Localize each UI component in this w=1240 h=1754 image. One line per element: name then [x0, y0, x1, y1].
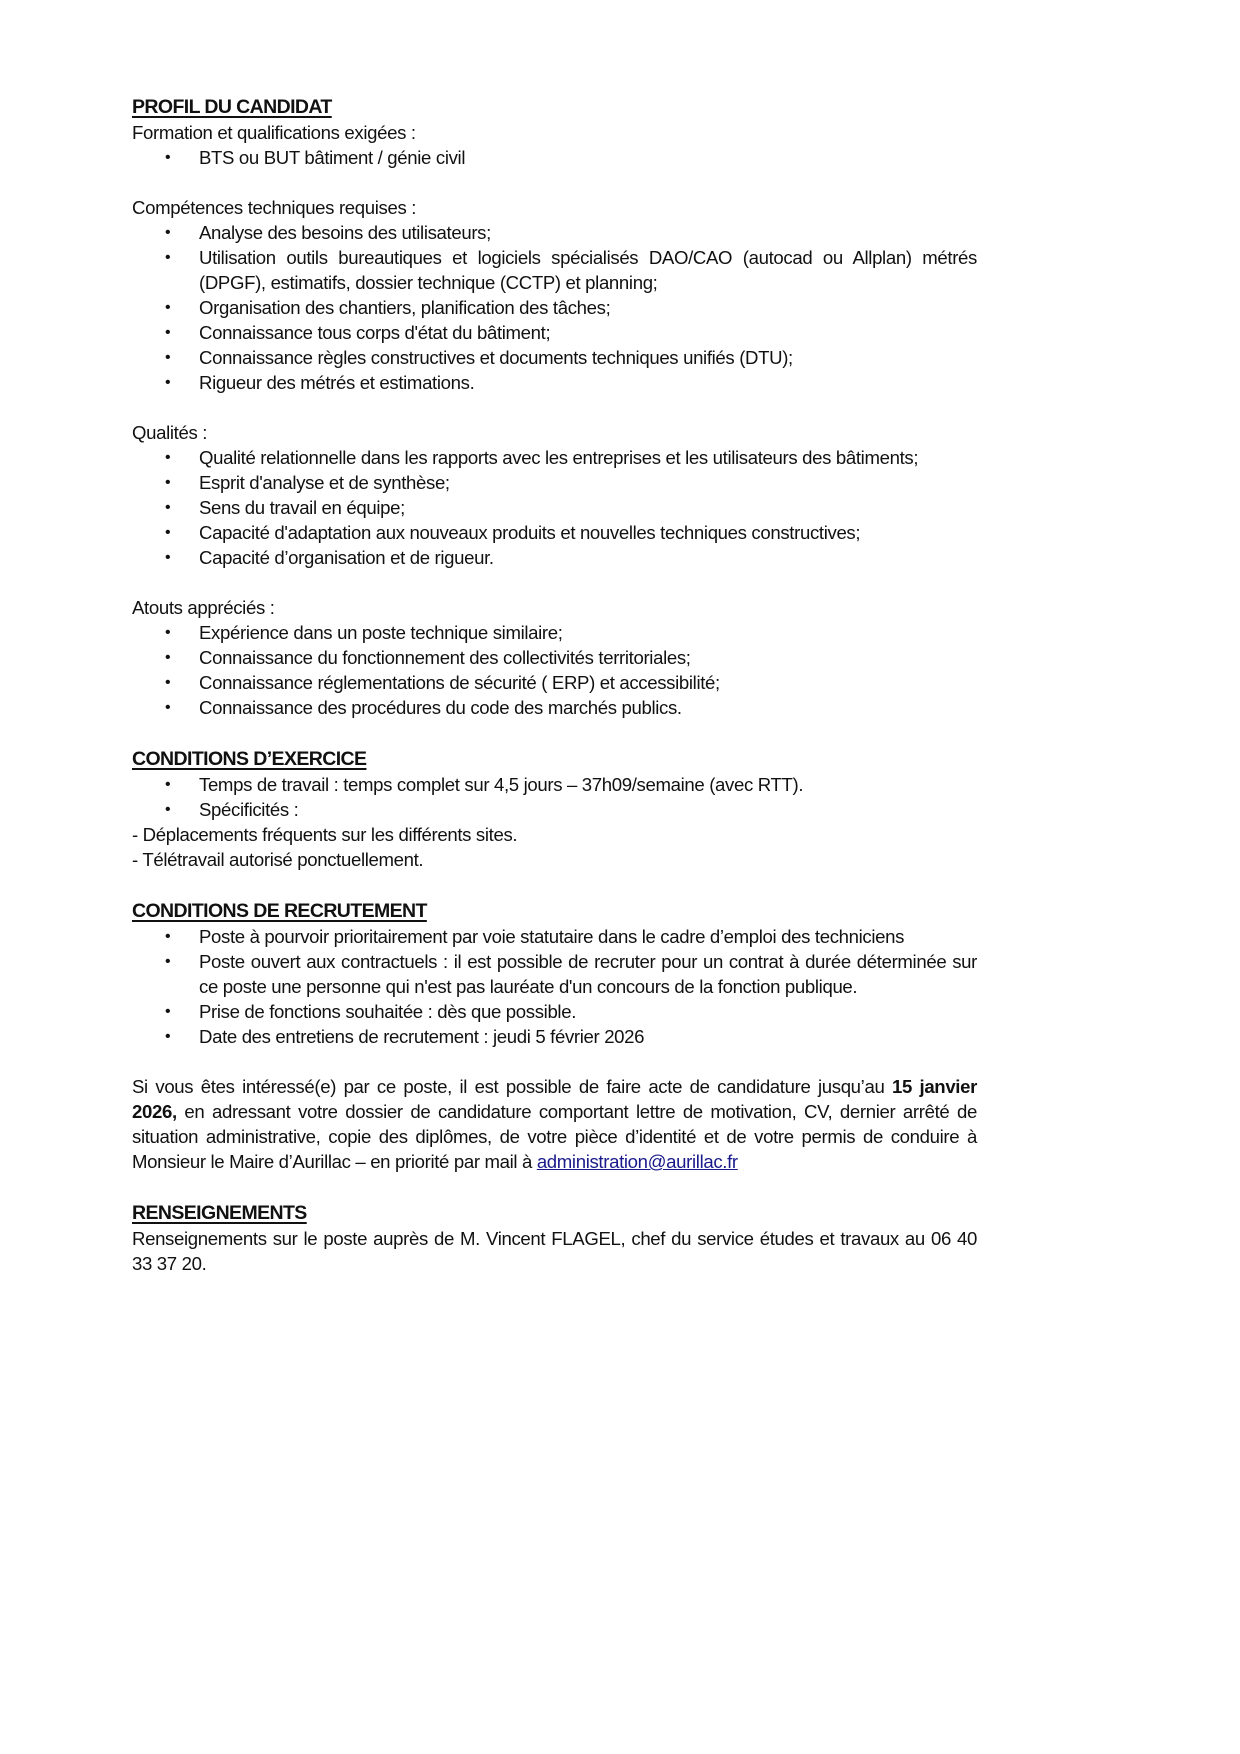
- atouts-label: Atouts appréciés :: [132, 597, 275, 618]
- conditions-recrutement-list: [132, 924, 977, 1049]
- list-item: • Connaissance du fonctionnement des collectivités territoriales;: [165, 647, 691, 668]
- section-conditions-exercice: [132, 746, 977, 872]
- list-item: • Connaissance des procédures du code des marchés publics.: [165, 697, 682, 718]
- formation-list: [132, 145, 977, 170]
- list-item: • Qualité relationnelle dans les rapports avec les entreprises et les utilisateurs des bâtiments;: [165, 447, 919, 468]
- deadline-date: 15 janvier 2026,: [132, 1076, 978, 1122]
- spacer: [132, 570, 977, 595]
- formation-label: Formation et qualifications exigées :: [132, 122, 416, 143]
- bullet-icon: •: [165, 649, 171, 666]
- list-item: • Connaissance réglementations de sécurité ( ERP) et accessibilité;: [165, 672, 720, 693]
- bullet-icon: •: [165, 324, 171, 341]
- bullet-icon: •: [165, 776, 171, 793]
- bullet-icon: •: [165, 474, 171, 491]
- list-item: • Connaissance règles constructives et documents techniques unifiés (DTU);: [165, 347, 793, 368]
- bullet-icon: •: [165, 624, 171, 641]
- list-item: • Sens du travail en équipe;: [165, 497, 405, 518]
- section-heading-conditions-recrutement: CONDITIONS DE RECRUTEMENT: [132, 900, 427, 922]
- list-item: • Rigueur des métrés et estimations.: [165, 372, 475, 393]
- list-item: • Capacité d'adaptation aux nouveaux produits et nouvelles techniques constructives;: [165, 522, 861, 543]
- section-heading-profil: PROFIL DU CANDIDAT: [132, 96, 332, 118]
- list-item: • Esprit d'analyse et de synthèse;: [165, 472, 450, 493]
- list-item: • Expérience dans un poste technique similaire;: [165, 622, 563, 643]
- list-item: • Poste à pourvoir prioritairement par voie statutaire dans le cadre d’emploi des techniciens: [165, 926, 905, 947]
- document-page: [132, 94, 977, 1276]
- atouts-list: [132, 620, 977, 720]
- competences-list: [132, 220, 977, 395]
- conditions-exercice-list: [132, 772, 977, 822]
- list-item: • Date des entretiens de recrutement : jeudi 5 février 2026: [165, 1026, 645, 1047]
- bullet-icon: •: [165, 1003, 171, 1020]
- list-item: • Temps de travail : temps complet sur 4,5 jours – 37h09/semaine (avec RTT).: [165, 774, 804, 795]
- bullet-icon: •: [165, 449, 171, 466]
- list-item: • Organisation des chantiers, planification des tâches;: [165, 297, 611, 318]
- list-item: • Prise de fonctions souhaitée : dès que possible.: [165, 1001, 577, 1022]
- specificite-line: - Déplacements fréquents sur les différents sites.: [132, 824, 518, 845]
- bullet-icon: •: [165, 149, 171, 166]
- list-item: • BTS ou BUT bâtiment / génie civil: [165, 147, 466, 168]
- list-item: • Poste ouvert aux contractuels : il est possible de recruter pour un contrat à durée déterminée sur ce poste une personne qui n'est pas lauréate d'un concours de la fonction publique.: [165, 951, 977, 997]
- list-item: • Utilisation outils bureautiques et logiciels spécialisés DAO/CAO (autocad ou Allplan) métrés (DPGF), estimatifs, dossier technique (CCTP) et planning;: [165, 247, 977, 293]
- list-item: • Analyse des besoins des utilisateurs;: [165, 222, 491, 243]
- spacer: [132, 720, 977, 746]
- bullet-icon: •: [165, 349, 171, 366]
- specificite-line: - Télétravail autorisé ponctuellement.: [132, 849, 424, 870]
- section-conditions-recrutement: [132, 898, 977, 1049]
- bullet-icon: •: [165, 1028, 171, 1045]
- section-heading-renseignements: RENSEIGNEMENTS: [132, 1202, 307, 1224]
- bullet-icon: •: [165, 499, 171, 516]
- spacer: [132, 395, 977, 420]
- bullet-icon: •: [165, 928, 171, 945]
- bullet-icon: •: [165, 524, 171, 541]
- bullet-icon: •: [165, 674, 171, 691]
- list-item: • Connaissance tous corps d'état du bâtiment;: [165, 322, 551, 343]
- bullet-icon: •: [165, 249, 171, 266]
- bullet-icon: •: [165, 374, 171, 391]
- candidature-paragraph: Si vous êtes intéressé(e) par ce poste, il est possible de faire acte de candidature jusqu’au 15 janvier 2026, en adressant votre dossier de candidature comportant lettre de motivation, CV, dernier arrêté de situation administrative, copie des diplômes, de votre pièce d’identité et de votre permis de conduire à Monsieur le Maire d’Aurillac – en priorité par mail à administration@aurillac.fr: [132, 1076, 978, 1172]
- bullet-icon: •: [165, 953, 171, 970]
- section-heading-conditions-exercice: CONDITIONS D’EXERCICE: [132, 748, 367, 770]
- email-link[interactable]: administration@aurillac.fr: [536, 1151, 738, 1172]
- spacer: [132, 1174, 977, 1200]
- bullet-icon: •: [165, 699, 171, 716]
- list-item: • Capacité d’organisation et de rigueur.: [165, 547, 494, 568]
- spacer: [132, 872, 977, 898]
- section-profil: [132, 94, 977, 720]
- list-item: • Spécificités :: [165, 799, 299, 820]
- qualites-list: [132, 445, 977, 570]
- bullet-icon: •: [165, 549, 171, 566]
- bullet-icon: •: [165, 299, 171, 316]
- spacer: [132, 1049, 977, 1074]
- renseignements-text: Renseignements sur le poste auprès de M. Vincent FLAGEL, chef du service études et travaux au 06 40 33 37 20.: [132, 1228, 977, 1274]
- competences-label: Compétences techniques requises :: [132, 197, 417, 218]
- qualites-label: Qualités :: [132, 422, 208, 443]
- bullet-icon: •: [165, 801, 171, 818]
- section-renseignements: [132, 1200, 977, 1276]
- spacer: [132, 170, 977, 195]
- bullet-icon: •: [165, 224, 171, 241]
